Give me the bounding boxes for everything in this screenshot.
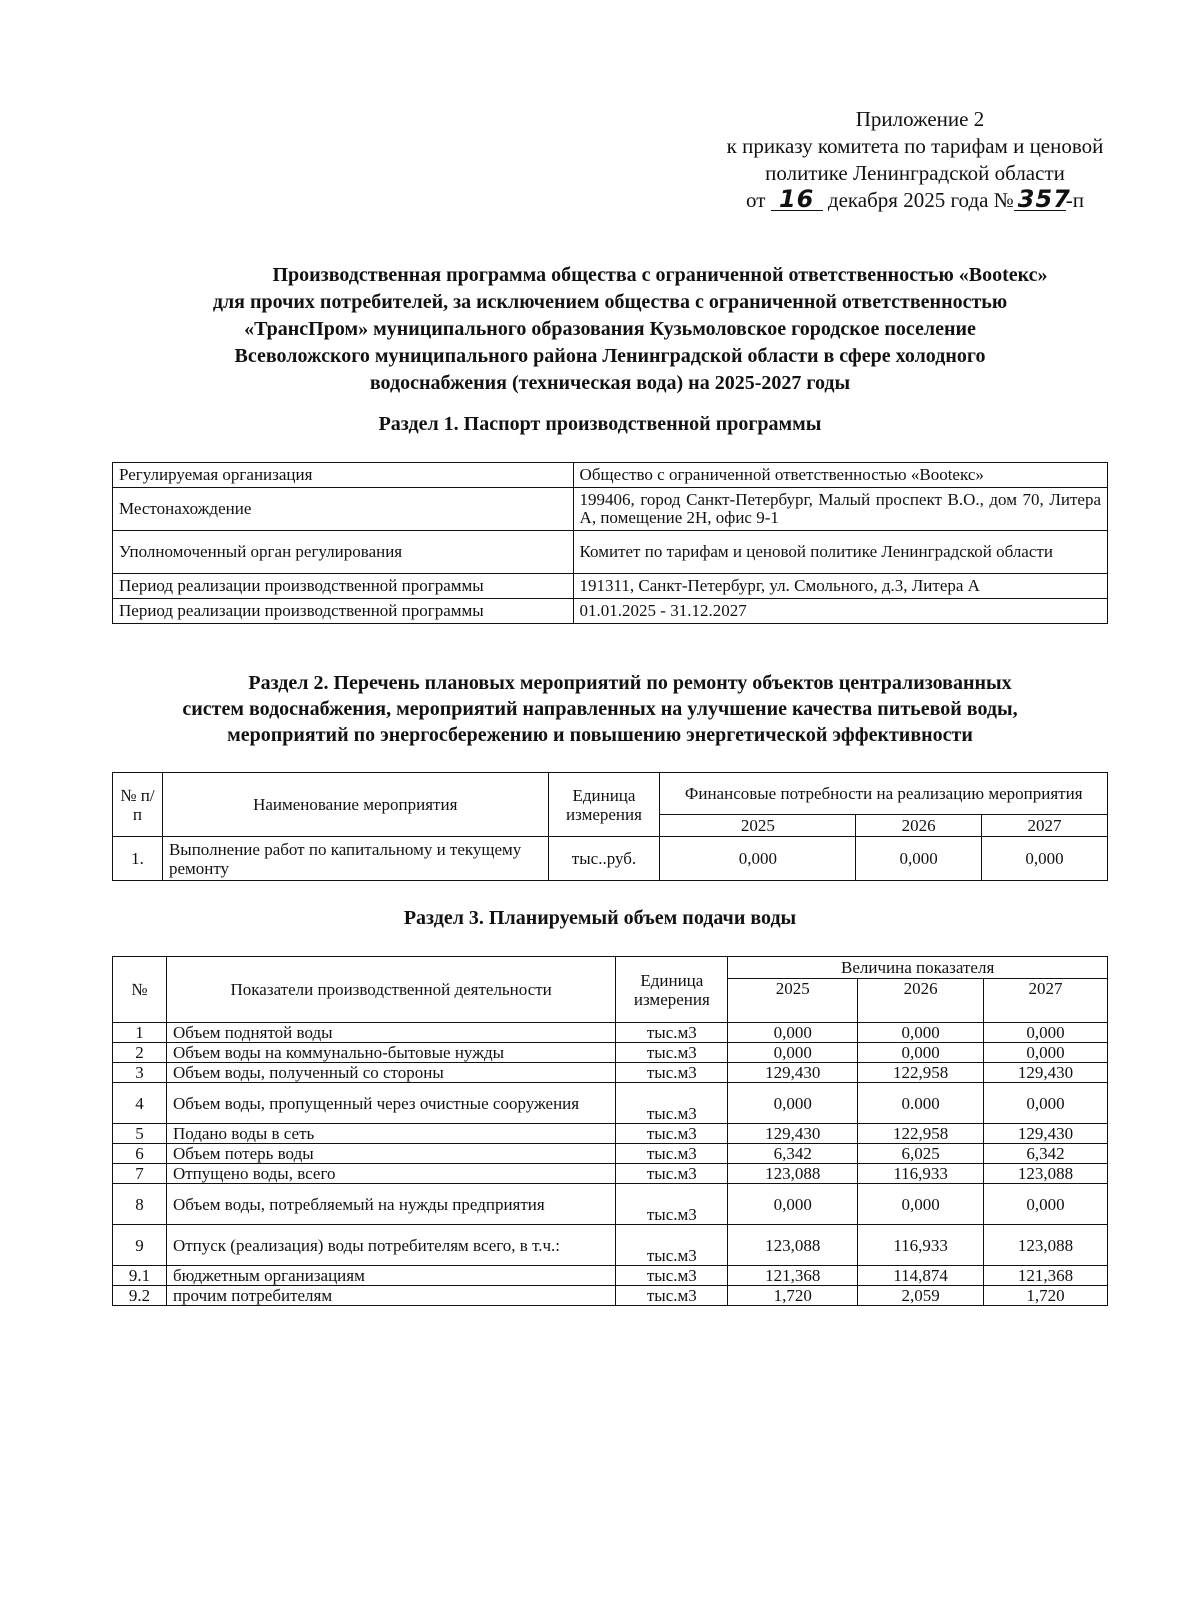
cell-value-2026: 122,958	[858, 1124, 984, 1144]
col-header-num: №	[113, 957, 167, 1023]
col-header-unit: Единица измерения	[616, 957, 728, 1023]
col-header-year: 2025	[728, 979, 858, 1023]
table-row	[113, 531, 1108, 574]
col-header-name: Наименование мероприятия	[162, 773, 548, 837]
water-volume-table	[112, 956, 1108, 1306]
cell-value-2026: 2,059	[858, 1286, 984, 1306]
document-title	[120, 262, 1100, 397]
table-row	[113, 574, 1108, 599]
passport-label: Период реализации производственной программы	[113, 599, 574, 624]
table-row	[113, 1184, 1108, 1225]
cell-name: бюджетным организациям	[166, 1266, 615, 1286]
cell-num: 1	[113, 1023, 167, 1043]
date-prefix: от	[746, 188, 766, 212]
cell-num: 8	[113, 1184, 167, 1225]
cell-name: Объем воды, потребляемый на нужды предприятия	[166, 1184, 615, 1225]
cell-value-2027: 0,000	[984, 1184, 1108, 1225]
cell-value-2025: 6,342	[728, 1144, 858, 1164]
order-day: 16	[771, 188, 823, 211]
passport-value: 01.01.2025 - 31.12.2027	[573, 599, 1107, 624]
section2-title	[100, 670, 1100, 748]
cell-name: Объем воды, полученный со стороны	[166, 1063, 615, 1083]
section1-title: Раздел 1. Паспорт производственной программы	[378, 413, 822, 435]
cell-value-2027: 129,430	[984, 1124, 1108, 1144]
table-row	[113, 599, 1108, 624]
cell-name: Выполнение работ по капитальному и текущему ремонту	[162, 837, 548, 881]
cell-unit: тыс.м3	[616, 1225, 728, 1266]
table-row	[113, 1144, 1108, 1164]
cell-unit: тыс.м3	[616, 1023, 728, 1043]
cell-value-2025: 129,430	[728, 1124, 858, 1144]
cell-unit: тыс..руб.	[548, 837, 660, 881]
measures-table	[112, 772, 1108, 881]
cell-name: Объем воды на коммунально-бытовые нужды	[166, 1043, 615, 1063]
cell-unit: тыс.м3	[616, 1124, 728, 1144]
table-row	[113, 1023, 1108, 1043]
passport-value: Комитет по тарифам и ценовой политике Ленинградской области	[573, 531, 1107, 574]
title-line-3: «ТрансПром» муниципального образования Кузьмоловское городское поселение	[244, 318, 976, 340]
cell-value-2026: 6,025	[858, 1144, 984, 1164]
cell-value-2027: 129,430	[984, 1063, 1108, 1083]
cell-value-2026: 116,933	[858, 1164, 984, 1184]
order-number: 357	[1014, 188, 1066, 211]
section2-title-line-3: мероприятий по энергосбережению и повышению энергетической эффективности	[227, 724, 973, 746]
cell-value-2026: 116,933	[858, 1225, 984, 1266]
cell-num: 9.1	[113, 1266, 167, 1286]
cell-value-2027: 0,000	[984, 1083, 1108, 1124]
cell-value-2027: 121,368	[984, 1266, 1108, 1286]
title-line-5: водоснабжения (техническая вода) на 2025-2027 годы	[369, 372, 851, 394]
passport-value: 191311, Санкт-Петербург, ул. Смольного, д.3, Литера А	[573, 574, 1107, 599]
cell-value-2027: 123,088	[984, 1164, 1108, 1184]
cell-unit: тыс.м3	[616, 1063, 728, 1083]
cell-name: Подано воды в сеть	[166, 1124, 615, 1144]
cell-value-2025: 0,000	[728, 1083, 858, 1124]
title-line-1: Производственная программа общества с ограниченной ответственностью «Вootекс»	[272, 264, 1048, 286]
appendix-order-line: к приказу комитета по тарифам и ценовой	[726, 134, 1104, 158]
section2-title-line-2: систем водоснабжения, мероприятий направленных на улучшение качества питьевой воды,	[182, 698, 1018, 720]
cell-unit: тыс.м3	[616, 1043, 728, 1063]
title-line-4: Всеволожского муниципального района Ленинградской области в сфере холодного	[234, 345, 986, 367]
cell-value-2027: 0,000	[984, 1023, 1108, 1043]
cell-value-2027: 6,342	[984, 1144, 1108, 1164]
col-header-finance: Финансовые потребности на реализацию мероприятия	[660, 773, 1108, 815]
table-row	[113, 1164, 1108, 1184]
cell-name: прочим потребителям	[166, 1286, 615, 1306]
cell-value-2026: 0.000	[858, 1083, 984, 1124]
col-header-name: Показатели производственной деятельности	[166, 957, 615, 1023]
cell-num: 9.2	[113, 1286, 167, 1306]
passport-value: Общество с ограниченной ответственностью «Вootекс»	[573, 463, 1107, 488]
col-header-unit: Единица измерения	[548, 773, 660, 837]
table-header-row	[113, 957, 1108, 979]
passport-value: 199406, город Санкт-Петербург, Малый проспект В.О., дом 70, Литера А, помещение 2Н, офис 9-1	[573, 488, 1107, 531]
col-header-num: № п/п	[113, 773, 163, 837]
section3-title: Раздел 3. Планируемый объем подачи воды	[403, 907, 797, 929]
cell-value-2025: 129,430	[728, 1063, 858, 1083]
appendix-date-line	[690, 187, 1140, 214]
passport-label: Уполномоченный орган регулирования	[113, 531, 574, 574]
cell-value-2027: 0,000	[982, 837, 1108, 881]
cell-value-2025: 1,720	[728, 1286, 858, 1306]
cell-value-2026: 0,000	[858, 1043, 984, 1063]
cell-value-2025: 123,088	[728, 1164, 858, 1184]
cell-name: Объем воды, пропущенный через очистные сооружения	[166, 1083, 615, 1124]
col-header-year: 2027	[984, 979, 1108, 1023]
cell-num: 4	[113, 1083, 167, 1124]
col-header-year: 2026	[856, 815, 982, 837]
cell-num: 1.	[113, 837, 163, 881]
cell-unit: тыс.м3	[616, 1083, 728, 1124]
cell-name: Объем поднятой воды	[166, 1023, 615, 1043]
cell-num: 5	[113, 1124, 167, 1144]
passport-label: Регулируемая организация	[113, 463, 574, 488]
table-row	[113, 1083, 1108, 1124]
cell-name: Объем потерь воды	[166, 1144, 615, 1164]
cell-value-2025: 0,000	[728, 1043, 858, 1063]
cell-value-2026: 0,000	[856, 837, 982, 881]
table-row	[113, 1286, 1108, 1306]
cell-unit: тыс.м3	[616, 1184, 728, 1225]
table-row	[113, 1225, 1108, 1266]
cell-unit: тыс.м3	[616, 1144, 728, 1164]
table-row	[113, 463, 1108, 488]
passport-table	[112, 462, 1108, 624]
cell-value-2026: 114,874	[858, 1266, 984, 1286]
col-header-value: Величина показателя	[728, 957, 1108, 979]
cell-name: Отпущено воды, всего	[166, 1164, 615, 1184]
col-header-year: 2026	[858, 979, 984, 1023]
cell-num: 2	[113, 1043, 167, 1063]
cell-num: 6	[113, 1144, 167, 1164]
cell-value-2025: 0,000	[728, 1023, 858, 1043]
table-row	[113, 488, 1108, 531]
cell-value-2027: 1,720	[984, 1286, 1108, 1306]
cell-value-2025: 0,000	[660, 837, 856, 881]
table-row	[113, 1063, 1108, 1083]
section2-title-line-1: Раздел 2. Перечень плановых мероприятий по ремонту объектов централизованных	[248, 672, 1012, 694]
appendix-title: Приложение 2	[855, 107, 985, 131]
title-line-2: для прочих потребителей, за исключением общества с ограниченной ответственностью	[212, 291, 1008, 313]
cell-value-2027: 0,000	[984, 1043, 1108, 1063]
passport-label: Период реализации производственной программы	[113, 574, 574, 599]
cell-num: 3	[113, 1063, 167, 1083]
cell-name: Отпуск (реализация) воды потребителям всего, в т.ч.:	[166, 1225, 615, 1266]
table-header-row	[113, 773, 1108, 815]
appendix-header	[690, 106, 1140, 214]
cell-unit: тыс.м3	[616, 1164, 728, 1184]
cell-unit: тыс.м3	[616, 1266, 728, 1286]
cell-unit: тыс.м3	[616, 1286, 728, 1306]
passport-label: Местонахождение	[113, 488, 574, 531]
cell-value-2025: 123,088	[728, 1225, 858, 1266]
col-header-year: 2025	[660, 815, 856, 837]
number-suffix: -п	[1065, 188, 1084, 212]
cell-value-2026: 0,000	[858, 1184, 984, 1225]
cell-num: 9	[113, 1225, 167, 1266]
cell-value-2026: 122,958	[858, 1063, 984, 1083]
cell-value-2025: 121,368	[728, 1266, 858, 1286]
cell-value-2026: 0,000	[858, 1023, 984, 1043]
table-row	[113, 1043, 1108, 1063]
table-row	[113, 1266, 1108, 1286]
cell-num: 7	[113, 1164, 167, 1184]
appendix-committee-line: политике Ленинградской области	[765, 161, 1065, 185]
table-row	[113, 1124, 1108, 1144]
cell-value-2025: 0,000	[728, 1184, 858, 1225]
col-header-year: 2027	[982, 815, 1108, 837]
table-row	[113, 837, 1108, 881]
cell-value-2027: 123,088	[984, 1225, 1108, 1266]
date-middle: декабря 2025 года №	[827, 188, 1014, 212]
